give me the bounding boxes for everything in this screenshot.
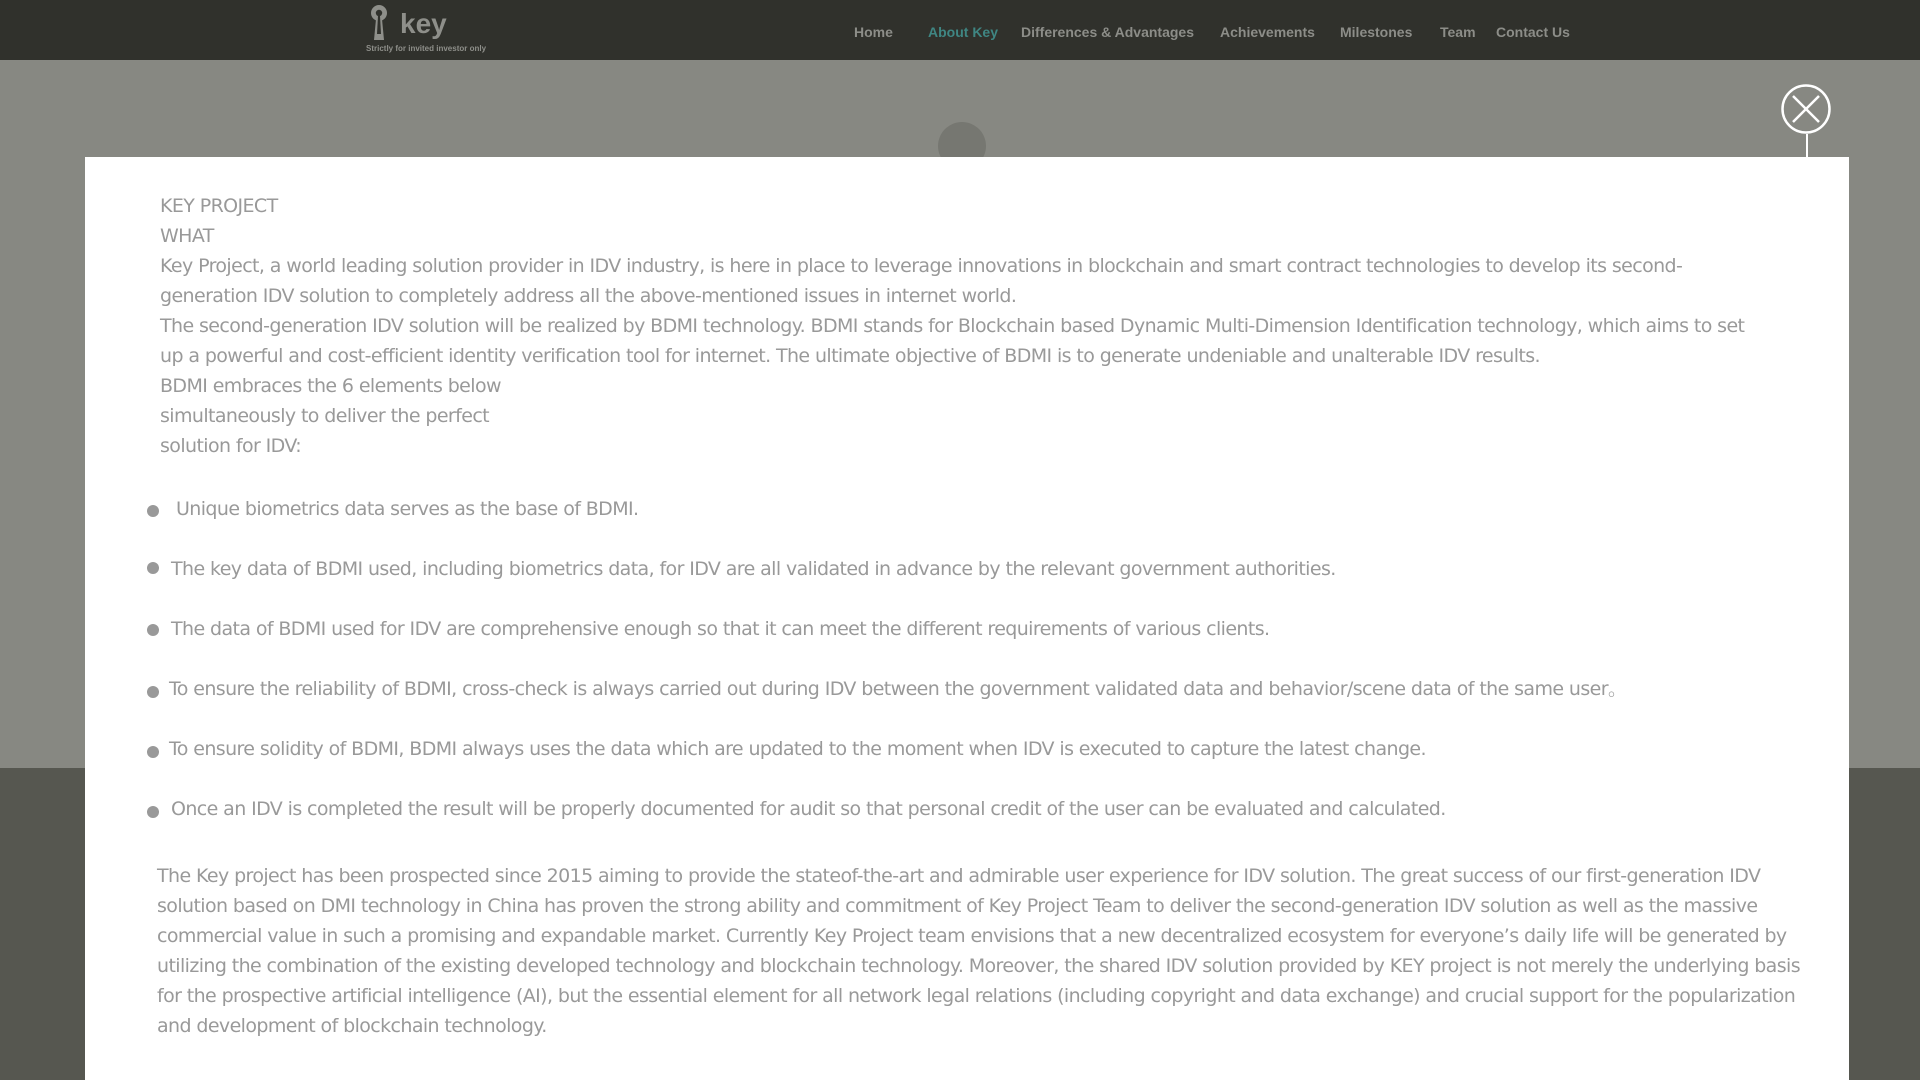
bullet-item (147, 734, 1787, 764)
keyhole-icon (369, 4, 389, 42)
intro-heading: KEY PROJECT (160, 195, 278, 217)
bullet-dot-icon (147, 505, 159, 517)
intro-section (160, 191, 1770, 461)
bullet-dot-icon (147, 746, 159, 758)
closing-text: The Key project has been prospected since 2015 aiming to provide the stateof-the-art and admirable user experience for IDV solution. The great success of our first-generation IDV solution based on DMI technology in China has proven the strong ability and commitment of Key Project Team to deliver the second-generation IDV solution as well as the massive commercial value in such a promising and expandable market. Currently Key Project team envisions that a new decentralized ecosystem for everyone’s daily life will be generated by utilizing the combination of the existing developed technology and blockchain technology. Moreover, the shared IDV solution provided by KEY project is not merely the underlying basis for the prospective artificial intelligence (AI), but the essential element for all network legal relations (including copyright and data exchange) and crucial support for the popularization and development of blockchain technology. (157, 865, 1800, 1037)
intro-line: BDMI embraces the 6 elements below (160, 375, 501, 397)
close-button-stem (1806, 134, 1808, 158)
nav-contact-us[interactable]: Contact Us (1496, 24, 1570, 40)
intro-paragraph: Key Project, a world leading solution provider in IDV industry, is here in place to leverage innovations in blockchain and smart contract technologies to develop its second-generation IDV solution to completely address all the above-mentioned issues in internet world. (160, 255, 1683, 307)
bullet-dot-icon (147, 806, 159, 818)
nav-milestones[interactable]: Milestones (1340, 24, 1413, 40)
bullet-item (147, 674, 1787, 704)
intro-line: simultaneously to deliver the perfect (160, 405, 490, 427)
nav-about-key[interactable]: About Key (928, 24, 998, 40)
bullet-dot-icon (147, 624, 159, 636)
bullet-dot-icon (147, 686, 159, 698)
nav-team[interactable]: Team (1440, 24, 1476, 40)
nav-achievements[interactable]: Achievements (1220, 24, 1315, 40)
closing-paragraph (157, 861, 1817, 1041)
intro-paragraph: The second-generation IDV solution will be realized by BDMI technology. BDMI stands for Blockchain based Dynamic Multi-Dimension Identification technology, which aims to set up a powerful and cost-efficient identity verification tool for internet. The ultimate objective of BDMI is to generate undeniable and unalterable IDV results. (160, 315, 1745, 367)
nav-home[interactable]: Home (854, 24, 893, 40)
top-navbar (0, 0, 1920, 60)
bullet-text: To ensure the reliability of BDMI, cross-check is always carried out during IDV between the government validated data and behavior/scene data of the same user。 (169, 678, 1627, 700)
logo-brand-text: key (400, 8, 447, 39)
nav-differences-advantages[interactable]: Differences & Advantages (1021, 24, 1194, 40)
bullet-text: Once an IDV is completed the result will be properly documented for audit so that personal credit of the user can be evaluated and calculated. (171, 798, 1446, 820)
bullet-item (147, 494, 1787, 524)
intro-line: solution for IDV: (160, 435, 301, 457)
intro-subheading: WHAT (160, 225, 214, 247)
bullet-item (147, 554, 1787, 584)
about-key-modal (85, 157, 1849, 1080)
bullet-dot-icon (147, 562, 159, 574)
bullet-text: The key data of BDMI used, including biometrics data, for IDV are all validated in advance by the relevant government authorities. (171, 558, 1336, 580)
bullet-text: Unique biometrics data serves as the base of BDMI. (176, 498, 639, 520)
bullet-item (147, 794, 1787, 824)
logo-tagline: Strictly for invited investor only (366, 44, 487, 53)
close-icon[interactable] (1780, 83, 1832, 135)
bullet-text: The data of BDMI used for IDV are comprehensive enough so that it can meet the different requirements of various clients. (171, 618, 1270, 640)
site-logo[interactable] (366, 4, 496, 56)
bullet-text: To ensure solidity of BDMI, BDMI always uses the data which are updated to the moment when IDV is executed to capture the latest change. (169, 738, 1426, 760)
bullet-item (147, 614, 1787, 644)
